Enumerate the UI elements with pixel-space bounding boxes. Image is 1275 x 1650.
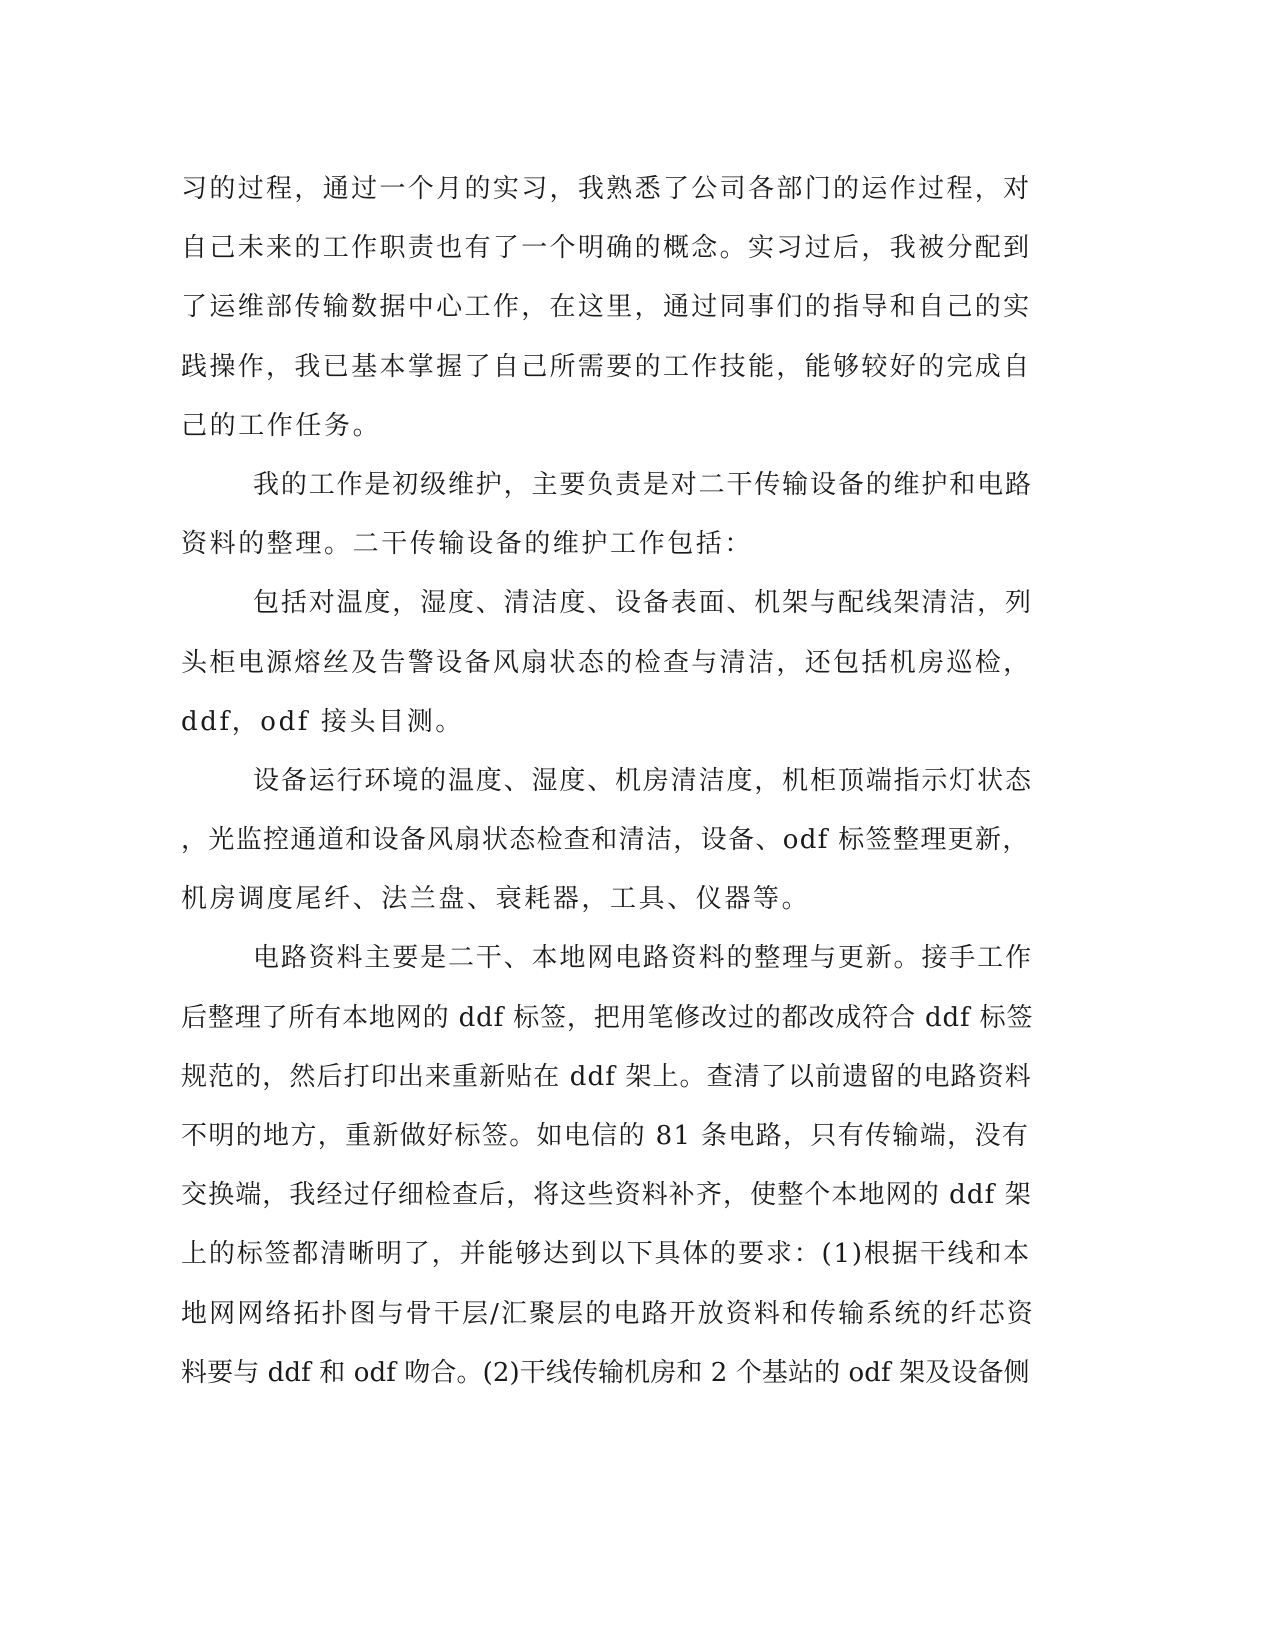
text-line: 了运维部传输数据中心工作，在这里，通过同事们的指导和自己的实 [181, 292, 1032, 323]
text-line: 我的工作是初级维护，主要负责是对二干传输设备的维护和电路 [253, 469, 1033, 500]
text-line: ，光监控通道和设备风扇状态检查和清洁，设备、odf 标签整理更新， [181, 825, 1030, 856]
text-line: ddf，odf 接头目测。 [181, 706, 464, 737]
text-line: 上的标签都清晰明了，并能够达到以下具体的要求：(1)根据干线和本 [181, 1239, 1032, 1270]
text-line: 头柜电源熔丝及告警设备风扇状态的检查与清洁，还包括机房巡检， [181, 647, 1032, 678]
text-line: 资料的整理。二干传输设备的维护工作包括： [181, 529, 754, 560]
text-line: 己的工作任务。 [181, 410, 382, 441]
text-line: 电路资料主要是二干、本地网电路资料的整理与更新。接手工作 [253, 943, 1033, 974]
text-line: 交换端，我经过仔细检查后，将这些资料补齐，使整个本地网的 ddf 架 [181, 1180, 1032, 1211]
text-line: 规范的，然后打印出来重新贴在 ddf 架上。查清了以前遗留的电路资料 [181, 1061, 1032, 1092]
text-line: 践操作，我已基本掌握了自己所需要的工作技能，能够较好的完成自 [181, 351, 1032, 382]
text-line: 设备运行环境的温度、湿度、机房清洁度，机柜顶端指示灯状态 [253, 765, 1033, 796]
text-line: 自己未来的工作职责也有了一个明确的概念。实习过后，我被分配到 [181, 233, 1032, 264]
text-line: 地网网络拓扑图与骨干层/汇聚层的电路开放资料和传输系统的纤芯资 [181, 1298, 1035, 1329]
text-line: 包括对温度，湿度、清洁度、设备表面、机架与配线架清洁，列 [253, 588, 1033, 619]
text-line: 后整理了所有本地网的 ddf 标签，把用笔修改过的都改成符合 ddf 标签 [181, 1002, 1034, 1033]
text-line: 不明的地方，重新做好标签。如电信的 81 条电路，只有传输端，没有 [181, 1121, 1030, 1151]
text-line: 习的过程，通过一个月的实习，我熟悉了公司各部门的运作过程，对 [181, 174, 1032, 204]
text-line: 料要与 ddf 和 odf 吻合。(2)干线传输机房和 2 个基站的 odf 架及设备侧 [181, 1357, 1030, 1388]
text-line: 机房调度尾纤、法兰盘、衰耗器，工具、仪器等。 [181, 884, 811, 915]
document-body [181, 160, 1036, 1403]
